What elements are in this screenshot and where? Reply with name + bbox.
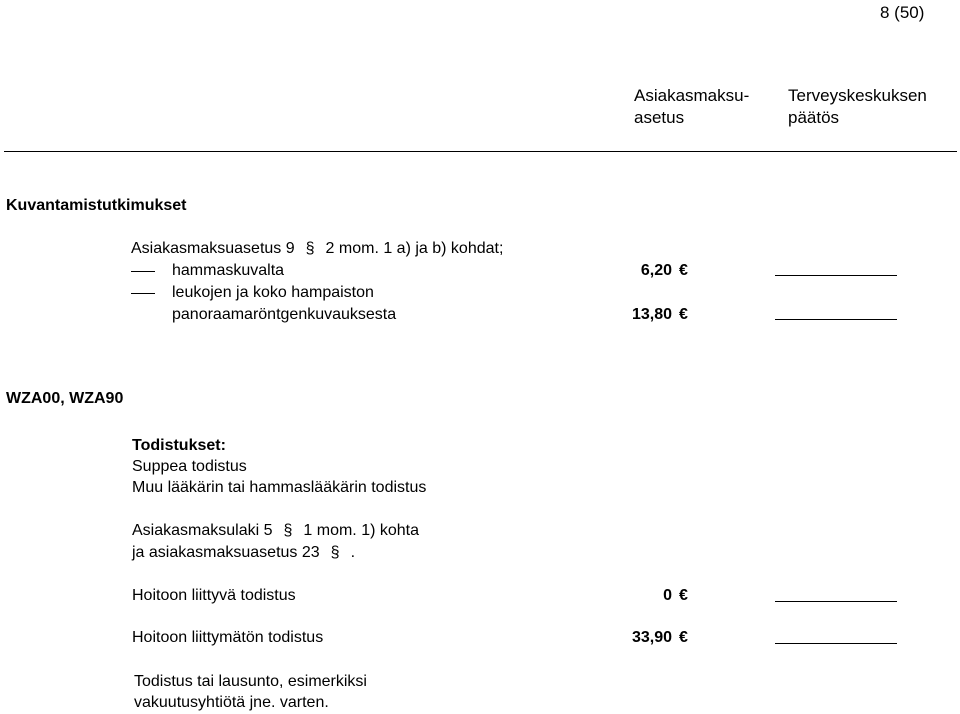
euro-symbol: € <box>679 587 688 604</box>
euro-symbol: € <box>679 262 688 279</box>
header-divider <box>4 151 957 152</box>
list-dash <box>131 293 155 294</box>
note-line2: vakuutusyhtiötä jne. varten. <box>134 694 329 711</box>
euro-symbol: € <box>679 306 688 323</box>
fee-blank-line <box>775 275 897 276</box>
legal-basis-prefix: Asiakasmaksulaki 5 <box>132 522 273 539</box>
fee-blank-line <box>775 319 897 320</box>
item-panoraama-label-line2: panoraamaröntgenkuvauksesta <box>172 306 397 323</box>
section-subtitle-todistukset: Todistukset: <box>132 437 226 454</box>
fee-blank-line <box>775 643 897 644</box>
euro-symbol: € <box>679 629 688 646</box>
legal-basis-suffix: 1 mom. 1) kohta <box>303 522 420 539</box>
section-symbol: § <box>283 522 293 539</box>
section-title-kuvantamistutkimukset: Kuvantamistutkimukset <box>6 197 187 214</box>
item-panoraama-label-line1: leukojen ja koko hampaiston <box>172 284 374 301</box>
header-col1-line1: Asiakasmaksu- <box>634 86 750 105</box>
header-col2-line1: Terveyskeskuksen <box>788 86 927 105</box>
item-hoitoon-liittymaton-price: 33,90 <box>631 629 672 646</box>
legal-basis-prefix: Asiakasmaksuasetus 9 <box>131 240 295 257</box>
header-col1-line2: asetus <box>634 108 685 127</box>
section-symbol: § <box>305 240 315 257</box>
fee-blank-line <box>775 601 897 602</box>
item-panoraama-price: 13,80 <box>631 306 672 323</box>
section-symbol: § <box>330 544 340 561</box>
item-hoitoon-liittyva-label: Hoitoon liittyvä todistus <box>132 587 296 604</box>
legal-basis-laki-5 <box>132 521 419 541</box>
list-dash <box>131 271 155 272</box>
legal-basis-suffix: 2 mom. 1 a) ja b) kohdat; <box>325 240 504 257</box>
item-hoitoon-liittymaton-label: Hoitoon liittymätön todistus <box>132 629 324 646</box>
item-hoitoon-liittyva-price: 0 <box>663 587 672 604</box>
legal-basis-suffix: . <box>350 544 356 561</box>
legal-basis-asetus-9 <box>131 239 503 259</box>
item-hammaskuvalta-price: 6,20 <box>640 262 672 279</box>
section-codes: WZA00, WZA90 <box>6 390 124 407</box>
legal-basis-prefix: ja asiakasmaksuasetus 23 <box>132 544 320 561</box>
note-line1: Todistus tai lausunto, esimerkiksi <box>134 673 367 690</box>
text-muu-todistus: Muu lääkärin tai hammaslääkärin todistus <box>132 479 427 496</box>
page-number: 8 (50) <box>880 3 925 22</box>
header-col2-line2: päätös <box>788 108 840 127</box>
item-hammaskuvalta-label: hammaskuvalta <box>172 262 285 279</box>
text-suppea-todistus: Suppea todistus <box>132 458 247 475</box>
legal-basis-asetus-23 <box>132 543 355 563</box>
